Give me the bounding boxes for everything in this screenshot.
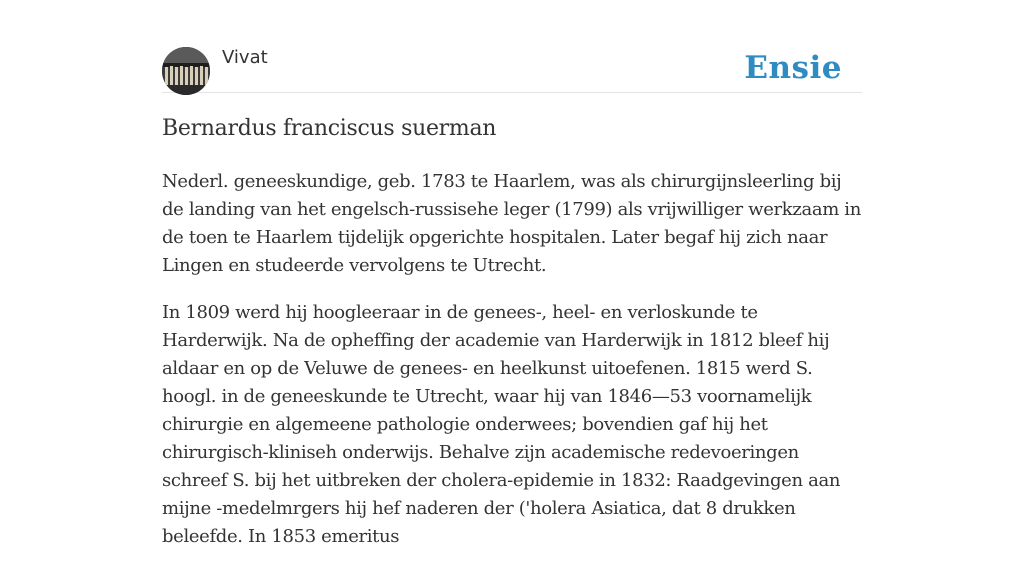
books-thumbnail-icon — [162, 47, 210, 95]
ensie-logo[interactable]: Ensie — [744, 50, 842, 86]
header — [162, 44, 862, 93]
article-body — [162, 168, 862, 570]
article-paragraph: In 1809 werd hij hoogleeraar in de genees-, heel- en verloskunde te Harderwijk. Na de opheffing der academie van Harderwijk in 1812 bleef hij aldaar en op de Veluwe de genees- en heelkunst uitoefenen. 1815 werd S. hoogl. in de geneeskunde te Utrecht, waar hij van 1846—53 voornamelijk chirurgie en algemeene pathologie onderwees; bovendien gaf hij het chirurgisch-kliniseh onderwijs. Behalve zijn academische redevoeringen schreef S. bij het uitbreken der cholera-epidemie in 1832: Raadgevingen aan mijne -medelmrgers hij hef naderen der ('holera Asiatica, dat 8 drukken beleefde. In 1853 emeritus — [162, 302, 841, 547]
avatar[interactable] — [162, 47, 210, 95]
source-name[interactable]: Vivat — [222, 47, 268, 68]
page-title: Bernardus franciscus suerman — [162, 116, 497, 141]
article-paragraph: Nederl. geneeskundige, geb. 1783 te Haarlem, was als chirurgijnsleerling bij de landing van het engelsch-russisehe leger (1799) als vrijwilliger werkzaam in de toen te Haarlem tijdelijk opgerichte hospitalen. Later begaf hij zich naar Lingen en studeerde vervolgens te Utrecht. — [162, 171, 861, 276]
